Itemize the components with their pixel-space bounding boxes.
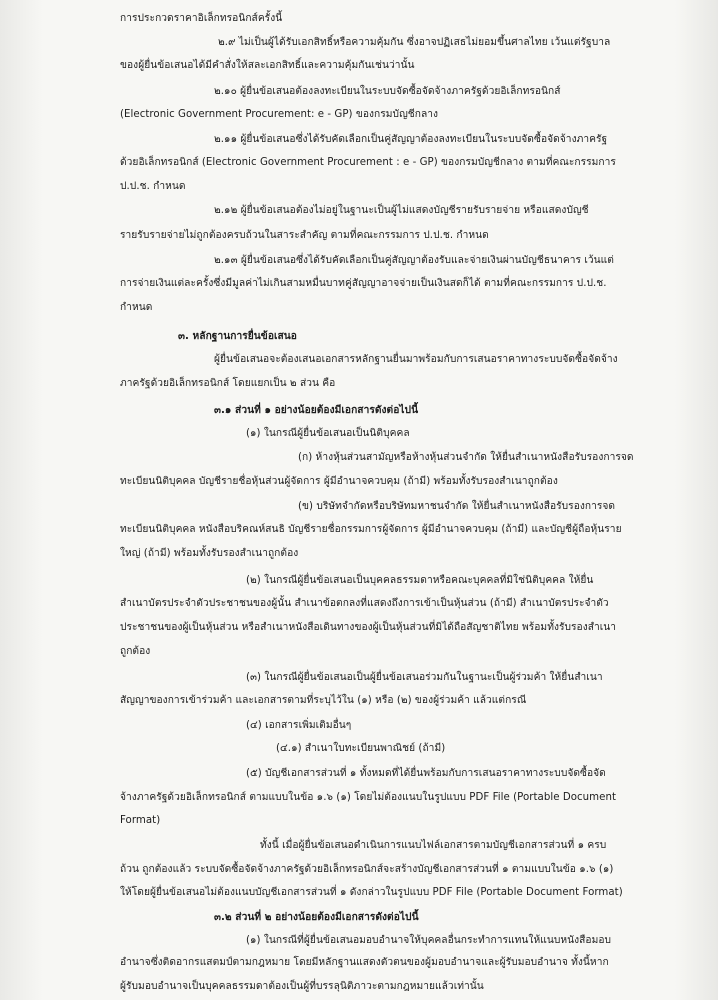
item-3: (๓) ในกรณีผู้ยื่นข้อเสนอเป็นผู้ยื่นข้อเสนอร่วมกันในฐานะเป็นผู้ร่วมค้า ให้ยื่นสำเนา [246,672,603,684]
item-1-a: (ก) ห้างหุ้นส่วนสามัญหรือห้างหุ้นส่วนจำกัด ให้ยื่นสำเนาหนังสือรับรองการจด [298,452,634,464]
clause-2-12: ๒.๑๒ ผู้ยื่นข้อเสนอต้องไม่อยู่ในฐานะเป็นผู้ไม่แสดงบัญชีรายรับรายจ่าย หรือแสดงบัญชี [214,205,589,217]
item-4: (๔) เอกสารเพิ่มเติมอื่นๆ [246,719,352,731]
text-line: กำหนด [120,302,153,314]
item-5: (๕) บัญชีเอกสารส่วนที่ ๑ ทั้งหมดที่ได้ยื่นพร้อมกับการเสนอราคาทางระบบจัดซื้อจัด [246,767,606,779]
text-line: ใหญ่ (ถ้ามี) พร้อมทั้งรับรองสำเนาถูกต้อง [120,547,299,559]
text-line: ผู้รับมอบอำนาจเป็นบุคคลธรรมดาต้องเป็นผู้ที่บรรลุนิติภาวะตามกฎหมายแล้วเท่านั้น [120,981,484,992]
text-line: ป.ป.ช. กำหนด [120,180,186,192]
text-line: รายรับรายจ่ายไม่ถูกต้องครบถ้วนในสาระสำคัญ ตามที่คณะกรรมการ ป.ป.ช. กำหนด [120,230,489,242]
item-1: (๑) ในกรณีผู้ยื่นข้อเสนอเป็นนิติบุคคล [246,428,410,440]
section-3-1-heading: ๓.๑ ส่วนที่ ๑ อย่างน้อยต้องมีเอกสารดังต่อไปนี้ [214,404,419,416]
text-line: ให้โดยผู้ยื่นข้อเสนอไม่ต้องแนบบัญชีเอกสารส่วนที่ ๑ ดังกล่าวในรูปแบบ PDF File (Portable Document Format) [120,887,623,899]
section-3-heading: ๓. หลักฐานการยื่นข้อเสนอ [178,330,297,342]
item-2: (๒) ในกรณีผู้ยื่นข้อเสนอเป็นบุคคลธรรมดาหรือคณะบุคคลที่มิใช่นิติบุคคล ให้ยื่น [246,575,594,587]
text-line: ของผู้ยื่นข้อเสนอได้มีคำสั่งให้สละเอกสิทธิ์และความคุ้มกันเช่นว่านั้น [120,60,415,72]
note-paragraph: ทั้งนี้ เมื่อผู้ยื่นข้อเสนอดำเนินการแนบไฟล์เอกสารตามบัญชีเอกสารส่วนที่ ๑ ครบ [260,839,607,851]
text-line: (Electronic Government Procurement: e - GP) ของกรมบัญชีกลาง [120,108,439,120]
text-line: ภาครัฐด้วยอิเล็กทรอนิกส์ โดยแยกเป็น ๒ ส่วน คือ [120,378,336,390]
text-line: Format) [120,815,161,827]
text-line: ทะเบียนนิติบุคคล บัญชีรายชื่อหุ้นส่วนผู้จัดการ ผู้มีอำนาจควบคุม (ถ้ามี) พร้อมทั้งรับรองสำเนาถูกต้อง [120,475,558,487]
section-3-2-heading: ๓.๒ ส่วนที่ ๒ อย่างน้อยต้องมีเอกสารดังต่อไปนี้ [214,911,419,923]
text-line: อำนาจซึ่งติดอากรแสตมป์ตามกฎหมาย โดยมีหลักฐานแสดงตัวตนของผู้มอบอำนาจและผู้รับมอบอำนาจ ทั้งนี้หาก [120,957,609,969]
text-line: ประชาชนของผู้เป็นหุ้นส่วน หรือสำเนาหนังสือเดินทางของผู้เป็นหุ้นส่วนที่มิได้ถือสัญชาติไทย พร้อมทั้งรับรองสำเนา [120,621,617,633]
text-line: จ้างภาครัฐด้วยอิเล็กทรอนิกส์ ตามแบบในข้อ ๑.๖ (๑) โดยไม่ต้องแนบในรูปแบบ PDF File (Portable Document [120,791,617,803]
clause-2-13: ๒.๑๓ ผู้ยื่นข้อเสนอซึ่งได้รับคัดเลือกเป็นคู่สัญญาต้องรับและจ่ายเงินผ่านบัญชีธนาคาร เว้นแต่ [214,254,614,266]
text-line: การจ่ายเงินแต่ละครั้งซึ่งมีมูลค่าไม่เกินสามหมื่นบาทคู่สัญญาอาจจ่ายเป็นเงินสดก็ได้ ตามที่คณะกรรมการ ป.ป.ช. [120,278,607,290]
text-line: สัญญาของการเข้าร่วมค้า และเอกสารตามที่ระบุไว้ใน (๑) หรือ (๒) ของผู้ร่วมค้า แล้วแต่กรณี [120,694,527,706]
text-line: สำเนาบัตรประจำตัวประชาชนของผู้นั้น สำเนาข้อตกลงที่แสดงถึงการเข้าเป็นหุ้นส่วน (ถ้ามี) สำเนาบัตรประจำตัว [120,598,609,610]
text-line: ทะเบียนนิติบุคคล หนังสือบริคณห์สนธิ บัญชีรายชื่อกรรมการผู้จัดการ ผู้มีอำนาจควบคุม (ถ้ามี) และบัญชีผู้ถือหุ้นราย [120,524,622,536]
text-line: ผู้ยื่นข้อเสนอจะต้องเสนอเอกสารหลักฐานยื่นมาพร้อมกับการเสนอราคาทางระบบจัดซื้อจัดจ้าง [214,354,618,366]
clause-2-10: ๒.๑๐ ผู้ยื่นข้อเสนอต้องลงทะเบียนในระบบจัดซื้อจัดจ้างภาครัฐด้วยอิเล็กทรอนิกส์ [214,86,561,98]
text-line: การประกวดราคาอิเล็กทรอนิกส์ครั้งนี้ [120,13,283,24]
text-line: ด้วยอิเล็กทรอนิกส์ (Electronic Government Procurement : e - GP) ของกรมบัญชีกลาง ตามที่คณะกรรมการ [120,157,616,169]
text-line: ถ้วน ถูกต้องแล้ว ระบบจัดซื้อจัดจ้างภาครัฐด้วยอิเล็กทรอนิกส์จะสร้างบัญชีเอกสารส่วนที่ ๑ ตามแบบในข้อ ๑.๖ (๑) [120,863,614,875]
clause-2-11: ๒.๑๑ ผู้ยื่นข้อเสนอซึ่งได้รับคัดเลือกเป็นคู่สัญญาต้องลงทะเบียนในระบบจัดซื้อจัดจ้างภาครัฐ [214,134,608,146]
item-4-1: (๔.๑) สำเนาใบทะเบียนพาณิชย์ (ถ้ามี) [276,743,446,755]
text-line: ถูกต้อง [120,645,151,657]
item-1-b: (ข) บริษัทจำกัดหรือบริษัทมหาชนจำกัด ให้ยื่นสำเนาหนังสือรับรองการจด [298,501,616,513]
clause-2-9: ๒.๙ ไม่เป็นผู้ได้รับเอกสิทธิ์หรือความคุ้มกัน ซึ่งอาจปฏิเสธไม่ยอมขึ้นศาลไทย เว้นแต่รัฐบาล [218,36,611,48]
item-3-2-1: (๑) ในกรณีที่ผู้ยื่นข้อเสนอมอบอำนาจให้บุคคลอื่นกระทำการแทนให้แนบหนังสือมอบ [246,934,612,946]
